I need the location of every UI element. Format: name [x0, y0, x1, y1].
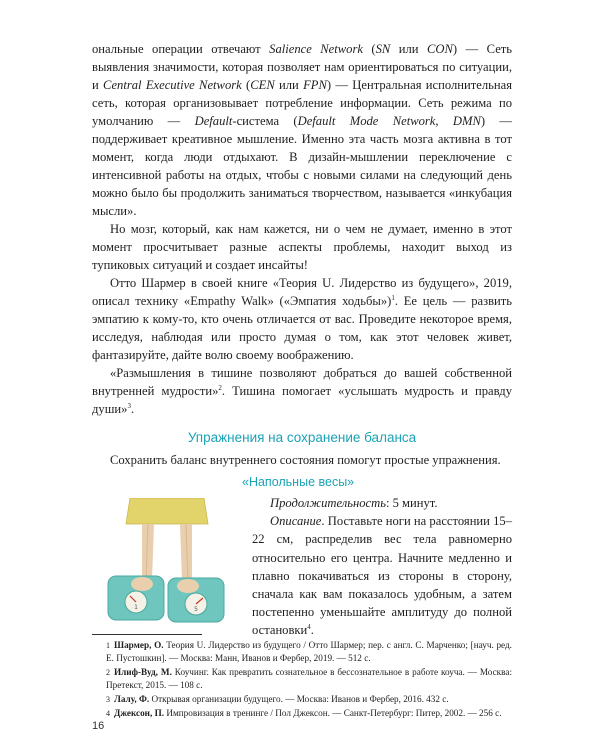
footnote-ref[interactable]: 3 — [127, 401, 131, 410]
footnote: 4 Джексон, П. Импровизация в тренинге / Пол Джексон. — Санкт-Петербург: Питер, 2002. — 256 с. — [106, 708, 502, 719]
footnote-ref[interactable]: 4 — [307, 623, 311, 632]
text-column — [92, 40, 512, 721]
bathroom-scales-illustration — [92, 498, 242, 626]
exercise-block — [92, 494, 512, 638]
exercise-title: «Напольные весы» — [242, 475, 355, 489]
paragraph-insights: Но мозг, который, как нам кажется, ни о чем не думает, именно в этот момент просчитывает разные аспекты проблемы, находит выход из тупиковых ситуаций и создает инсайты! — [92, 222, 512, 272]
shorts-shape — [126, 498, 208, 524]
footnote-ref[interactable]: 2 — [218, 383, 222, 392]
exercise-duration: Продолжительность: 5 минут. — [270, 496, 438, 510]
paragraph-empathy-walk: Отто Шармер в своей книге «Теория U. Лидерство из будущего», 2019, описал технику «Empathy Walk» («Эмпатия ходьбы»)$^1$. Ее цель — развить эмпатию к кому-то, кто очень отличается от вас. Проведите некоторое время, исследуя, наблюдая или просто думая о том, как этот человек живет, фантазируйте, дайте волю своему воображению. — [92, 276, 512, 362]
footnotes — [92, 639, 512, 720]
footnote-divider — [92, 634, 202, 635]
paragraph-networks: ональные операции отвечают Salience Network (SN или CON) — Сеть выявления значимости, которая позволяет нам ориентироваться по ситуации, и Central Executive Network (CEN или FPN) — Центральная исполнительная сеть, которая организовывает потребление информации. Сеть режима по умолчанию — Default-система (Default Mode Network, DMN) — поддерживает креативное мышление. Именно эта часть мозга активна в тот момент, когда люди отдыхают. В дизайн-мышлении переключение с интенсивной работы на отдых, чтобы с новыми силами на следующий день можно было бы продолжить заниматься творчеством, называется «инкубация мысли». — [92, 42, 513, 218]
footnote: 1 Шармер, О. Теория U. Лидерство из будущего / Отто Шармер; пер. с англ. С. Марченко; [науч. ред. Е. Пустошкин]. — Москва: Манн, Иванов и Фербер, 2019. — 512 с. — [106, 640, 512, 664]
page-number: 16 — [92, 720, 105, 732]
section-heading: Упражнения на сохранение баланса — [187, 430, 417, 445]
footnote: 3 Лалу, Ф. Открывая организации будущего. — Москва: Иванов и Фербер, 2016. 432 с. — [106, 693, 449, 704]
section-intro: Сохранить баланс внутреннего состояния помогут простые упражнения. — [110, 453, 501, 467]
left-foot — [131, 577, 153, 591]
right-foot — [177, 579, 199, 593]
paragraph-silence: «Размышления в тишине позволяют добраться до вашей собственной внутренней мудрости»$^2$. Тишина помогает «услышать мудрость и правду души»$^3$. — [92, 366, 512, 416]
exercise-text — [252, 494, 512, 640]
footnote: 2 Илиф-Вуд, М. Коучинг. Как превратить сознательное в бессознательное в работе коуча. — Москва: Претекст, 2015. — 108 с. — [106, 666, 512, 691]
footnote-ref[interactable]: 1 — [391, 293, 395, 302]
right-scale-digit: 5 — [194, 606, 198, 613]
left-scale-digit: 1 — [134, 604, 138, 611]
exercise-description: Описание. Поставьте ноги на расстоянии 15–22 см, распределив вес тела равномерно относительно его центра. Начните медленно и плавно покачиваться из стороны в сторону, сначала как вам показалось удобным, а затем постепенно уменьшайте амплитуду до полной остановки$^4$. — [252, 514, 512, 638]
